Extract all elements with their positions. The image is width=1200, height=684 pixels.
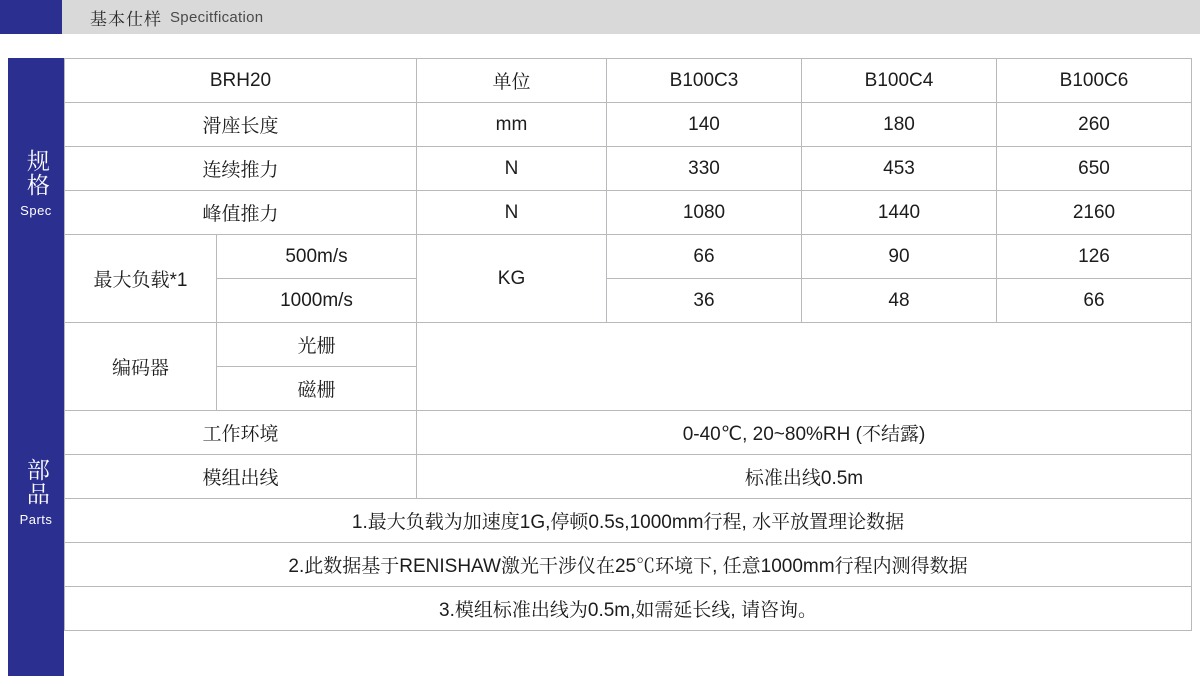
cell-max-load-1000-c3: 36 [607,279,802,323]
table-row-environment [65,411,1192,455]
table-row-max-load-500 [65,235,1192,279]
cell-peak-thrust-c4: 1440 [802,191,997,235]
specification-table [64,58,1192,631]
note-line-1: 1.最大负载为加速度1G,停顿0.5s,1000mm行程, 水平放置理论数据 [65,499,1192,543]
header-accent-block [0,0,62,34]
cell-slide-length-c3: 140 [607,103,802,147]
side-label-spec-cn: 规格 [23,148,50,197]
cell-peak-thrust-c6: 2160 [997,191,1192,235]
header-cell-b100c4: B100C4 [802,59,997,103]
row-sublabel-500ms: 500m/s [217,235,417,279]
cell-max-load-500-c6: 126 [997,235,1192,279]
cell-slide-length-c6: 260 [997,103,1192,147]
side-label-spec [8,58,64,308]
row-unit-continuous-thrust: N [417,147,607,191]
table-row-note-1 [65,499,1192,543]
cell-continuous-thrust-c6: 650 [997,147,1192,191]
cell-environment-value: 0-40℃, 20~80%RH (不结露) [417,411,1192,455]
side-label-parts-en: Parts [19,511,53,527]
cell-continuous-thrust-c4: 453 [802,147,997,191]
header-cell-b100c6: B100C6 [997,59,1192,103]
header-cell-b100c3: B100C3 [607,59,802,103]
table-row-max-load-1000 [65,279,1192,323]
note-line-2: 2.此数据基于RENISHAW激光干涉仪在25℃环境下, 任意1000mm行程内测得数据 [65,543,1192,587]
header-cell-unit: 单位 [417,59,607,103]
page-header [0,0,1200,34]
cell-peak-thrust-c3: 1080 [607,191,802,235]
cell-encoder-value [417,323,1192,411]
side-label-column [8,58,64,676]
table-row-encoder-optical [65,323,1192,367]
cell-max-load-500-c3: 66 [607,235,802,279]
cell-max-load-1000-c4: 48 [802,279,997,323]
spec-table-area [64,58,1192,676]
row-label-continuous-thrust: 连续推力 [65,147,417,191]
row-label-encoder: 编码器 [65,323,217,411]
table-row-peak-thrust [65,191,1192,235]
table-header-row [65,59,1192,103]
cell-max-load-1000-c6: 66 [997,279,1192,323]
table-row-note-3 [65,587,1192,631]
spec-body [8,58,1192,676]
page-title-en: Specitfication [170,8,264,26]
row-unit-slide-length: mm [417,103,607,147]
row-sublabel-optical-scale: 光栅 [217,323,417,367]
note-line-3: 3.模组标准出线为0.5m,如需延长线, 请咨询。 [65,587,1192,631]
row-label-peak-thrust: 峰值推力 [65,191,417,235]
cell-max-load-500-c4: 90 [802,235,997,279]
table-row-wiring [65,455,1192,499]
side-label-parts-cn: 部品 [23,457,50,506]
header-cell-model: BRH20 [65,59,417,103]
row-label-wiring: 模组出线 [65,455,417,499]
row-label-environment: 工作环境 [65,411,417,455]
page-title-cn: 基本仕样 [90,9,162,29]
table-row-note-2 [65,543,1192,587]
row-unit-max-load: KG [417,235,607,323]
cell-slide-length-c4: 180 [802,103,997,147]
row-sublabel-1000ms: 1000m/s [217,279,417,323]
table-row-slide-length [65,103,1192,147]
side-label-spec-en: Spec [20,202,52,218]
row-unit-peak-thrust: N [417,191,607,235]
table-row-continuous-thrust [65,147,1192,191]
cell-wiring-value: 标准出线0.5m [417,455,1192,499]
row-label-slide-length: 滑座长度 [65,103,417,147]
side-label-parts [8,308,64,676]
header-title-bar [62,0,1200,34]
row-label-max-load: 最大负载*1 [65,235,217,323]
row-sublabel-magnetic-scale: 磁栅 [217,367,417,411]
cell-continuous-thrust-c3: 330 [607,147,802,191]
